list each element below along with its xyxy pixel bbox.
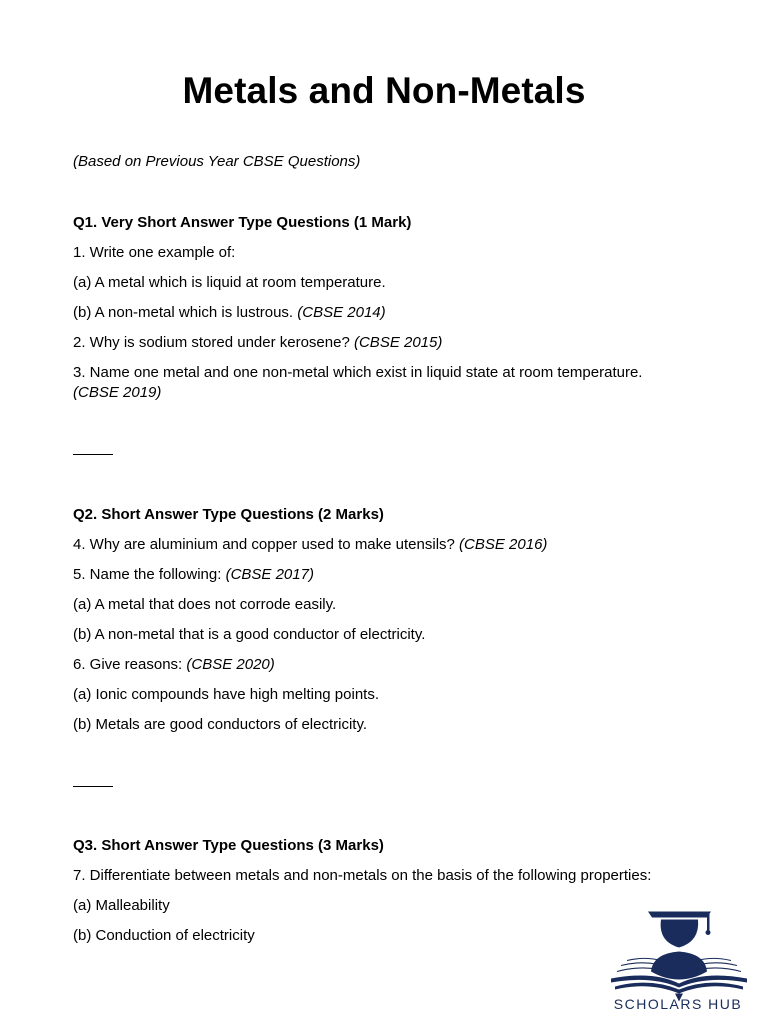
question-line (73, 867, 651, 885)
question-text: 3. Name one metal and one non-metal which exist in liquid state at room temperature. (73, 364, 643, 381)
cbse-year-tag: (CBSE 2020) (186, 656, 275, 673)
question-line (73, 304, 386, 322)
question-text: 4. Why are aluminium and copper used to make utensils? (73, 536, 460, 553)
question-line (73, 686, 379, 704)
question-text: (b) A non-metal that is a good conductor of electricity. (73, 626, 426, 643)
section-heading: Q1. Very Short Answer Type Questions (1 Mark) (73, 214, 412, 231)
question-text: (b) Conduction of electricity (73, 927, 255, 944)
cbse-year-tag: (CBSE 2016) (459, 536, 548, 553)
logo-text: SCHOLARS HUB (613, 996, 743, 1012)
question-text: (b) Metals are good conductors of electricity. (73, 716, 368, 733)
question-line (73, 536, 547, 554)
question-line (73, 244, 235, 262)
question-line (73, 364, 642, 382)
section-divider (73, 454, 113, 455)
question-line (73, 566, 314, 584)
question-text: (a) Ionic compounds have high melting points. (73, 686, 380, 703)
question-line (73, 596, 336, 614)
subtitle: (Based on Previous Year CBSE Questions) (73, 153, 361, 170)
question-text: (a) A metal which is liquid at room temperature. (73, 274, 386, 291)
question-text: (a) Malleability (73, 897, 170, 914)
question-text: 6. Give reasons: (73, 656, 187, 673)
question-text: 2. Why is sodium stored under kerosene? (73, 334, 354, 351)
cbse-year-tag: (CBSE 2017) (225, 566, 314, 583)
question-line (73, 897, 170, 915)
question-line (73, 656, 275, 674)
cbse-year-tag: (CBSE 2014) (297, 304, 386, 321)
question-line (73, 626, 425, 644)
section-heading: Q2. Short Answer Type Questions (2 Marks) (73, 506, 384, 523)
section-divider (73, 786, 113, 787)
cbse-year-tag: (CBSE 2015) (353, 334, 443, 351)
section-heading: Q3. Short Answer Type Questions (3 Marks) (73, 837, 384, 854)
question-text: (b) A non-metal which is lustrous. (73, 304, 298, 321)
cbse-year-tag: (CBSE 2019) (73, 384, 162, 401)
question-text: (a) A metal that does not corrode easily. (73, 596, 337, 613)
question-line (73, 927, 255, 945)
question-text: 1. Write one example of: (73, 244, 236, 261)
question-line (73, 334, 442, 352)
question-text: 5. Name the following: (73, 566, 226, 583)
question-line (73, 716, 367, 734)
question-line (73, 274, 386, 292)
question-text: 7. Differentiate between metals and non-metals on the basis of the following properties: (73, 867, 652, 884)
page-title: Metals and Non-Metals (182, 70, 586, 111)
